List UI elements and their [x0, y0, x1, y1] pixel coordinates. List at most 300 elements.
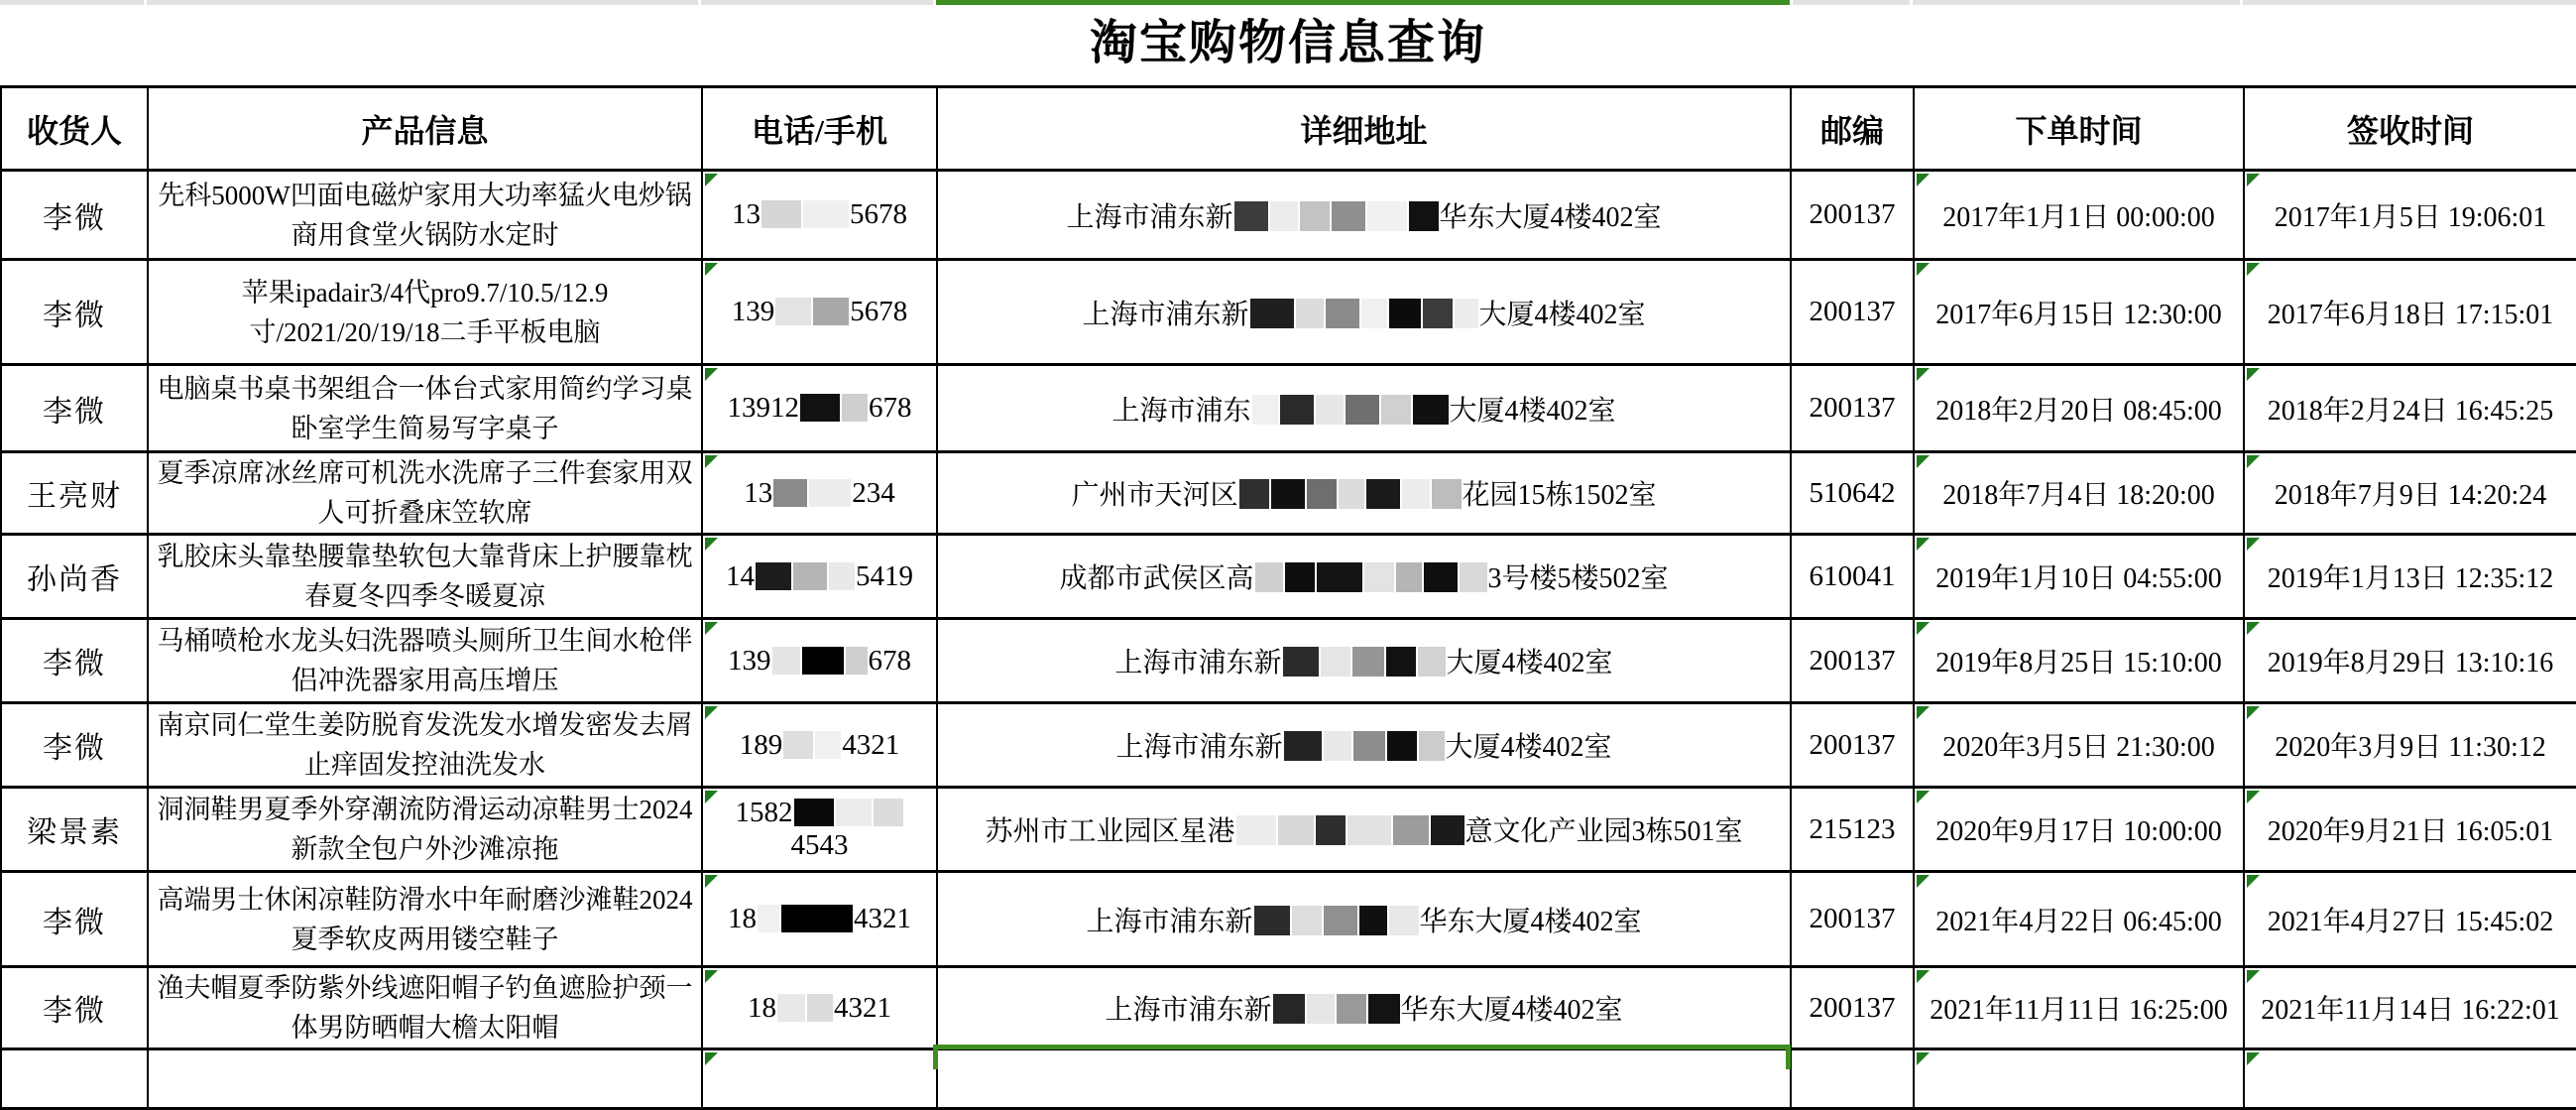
redaction-box: [1337, 994, 1366, 1024]
phone-cell[interactable]: [702, 788, 937, 872]
postcode-cell-text: 200137: [1809, 903, 1896, 934]
redaction-box: [1316, 815, 1346, 845]
error-flag-icon: [705, 174, 718, 186]
phone-cell[interactable]: [702, 1049, 937, 1109]
redaction-box: [1339, 479, 1364, 509]
error-flag-icon: [2247, 174, 2260, 186]
sign-time-cell[interactable]: [2244, 619, 2576, 703]
sign-time-cell[interactable]: [2244, 967, 2576, 1049]
sign-time-cell-text: 2019年1月13日 12:35:12: [2267, 563, 2554, 594]
recipient-cell-text: 孙尚香: [27, 563, 122, 596]
table-row-partial: [1, 1049, 2576, 1109]
redaction-box: [800, 394, 840, 422]
error-flag-icon: [1917, 174, 1930, 186]
product-cell[interactable]: [148, 365, 702, 452]
phone-cell[interactable]: [702, 619, 937, 703]
column-header-sign-time[interactable]: 签收时间: [2244, 87, 2576, 171]
error-flag-icon: [705, 455, 718, 468]
address-cell-visible-prefix: 上海市浦东新: [1086, 906, 1253, 937]
recipient-cell-text: 李微: [43, 995, 106, 1028]
redaction-box: [1413, 395, 1449, 425]
redaction-box: [1368, 994, 1400, 1024]
redaction-box: [1366, 479, 1400, 509]
page-title: 淘宝购物信息查询: [1089, 17, 1486, 69]
address-cell[interactable]: [937, 1049, 1791, 1109]
redaction-box: [1402, 479, 1430, 509]
recipient-cell[interactable]: [1, 365, 148, 452]
order-time-cell[interactable]: [1914, 452, 2244, 535]
order-time-cell[interactable]: [1914, 365, 2244, 452]
column-header-segment-selected[interactable]: [936, 0, 1790, 5]
order-time-cell-text: 2021年4月22日 06:45:00: [1935, 906, 2222, 937]
column-header-postcode[interactable]: 邮编: [1791, 87, 1914, 171]
product-cell-text: 马桶喷枪水龙头妇洗器喷头厕所卫生间水枪伴侣冲洗器家用高压增压: [157, 626, 693, 695]
sign-time-cell-text: 2018年2月24日 16:45:25: [2267, 395, 2554, 427]
order-time-cell-text: 2019年1月10日 04:55:00: [1935, 563, 2222, 594]
product-cell[interactable]: [148, 171, 702, 260]
sign-time-cell[interactable]: [2244, 788, 2576, 872]
redaction-box: [1361, 299, 1387, 328]
address-cell-visible-suffix: 大厦4楼402室: [1449, 395, 1616, 427]
postcode-cell-text: 610041: [1809, 559, 1896, 592]
postcode-cell[interactable]: [1791, 872, 1914, 967]
recipient-cell[interactable]: [1, 171, 148, 260]
postcode-cell-text: 200137: [1809, 392, 1896, 424]
address-cell[interactable]: [937, 171, 1791, 260]
column-header-segment[interactable]: [1913, 0, 2240, 5]
postcode-cell[interactable]: [1791, 967, 1914, 1049]
error-flag-icon: [2247, 538, 2260, 551]
sign-time-cell[interactable]: [2244, 1049, 2576, 1109]
product-cell-text: 夏季凉席冰丝席可机洗水洗席子三件套家用双人可折叠床笠软席: [157, 458, 693, 528]
redaction-box: [1283, 647, 1319, 677]
address-cell-visible-suffix: 华东大厦4楼402室: [1419, 906, 1642, 937]
product-cell-text: 电脑桌书桌书架组合一体台式家用简约学习桌卧室学生简易写字桌子: [157, 373, 693, 443]
table-row: [1, 452, 2576, 535]
redaction-box: [1324, 906, 1357, 935]
error-flag-icon: [1917, 368, 1930, 381]
error-flag-icon: [705, 1052, 718, 1065]
error-flag-icon: [705, 263, 718, 276]
redaction-box: [807, 994, 833, 1022]
redaction-box: [842, 394, 868, 422]
sign-time-cell[interactable]: [2244, 171, 2576, 260]
phone-cell-visible-suffix: 4321: [842, 728, 900, 761]
address-cell[interactable]: [937, 788, 1791, 872]
redaction-box: [1393, 815, 1429, 845]
error-flag-icon: [2247, 622, 2260, 635]
redaction-box: [1292, 906, 1322, 935]
postcode-cell-text: 200137: [1809, 991, 1896, 1024]
phone-cell-visible-prefix: 139: [728, 644, 771, 677]
redaction-box: [1236, 815, 1276, 845]
phone-cell-visible-prefix: 18: [748, 991, 776, 1024]
error-flag-icon: [705, 875, 718, 888]
sign-time-cell-text: 2021年11月14日 16:22:01: [2261, 995, 2560, 1026]
redaction-box: [846, 647, 868, 675]
table-row: [1, 365, 2576, 452]
product-cell-text: 苹果ipadair3/4代pro9.7/10.5/12.9寸/2021/20/19/18二手平板电脑: [241, 277, 609, 347]
error-flag-icon: [2247, 791, 2260, 803]
redaction-box: [1381, 395, 1411, 425]
order-time-cell[interactable]: [1914, 535, 2244, 619]
phone-cell-visible-suffix: 5419: [856, 559, 913, 592]
address-cell[interactable]: [937, 535, 1791, 619]
column-header-segment[interactable]: [1793, 0, 1910, 5]
product-cell[interactable]: [148, 1049, 702, 1109]
redaction-box: [775, 298, 811, 325]
recipient-cell[interactable]: [1, 452, 148, 535]
postcode-cell[interactable]: [1791, 1049, 1914, 1109]
phone-cell-visible-suffix: 4321: [834, 991, 891, 1024]
product-cell[interactable]: [148, 703, 702, 788]
postcode-cell[interactable]: [1791, 171, 1914, 260]
redaction-box: [1389, 906, 1419, 935]
redaction-box: [793, 562, 827, 590]
error-flag-icon: [705, 368, 718, 381]
column-header-product[interactable]: 产品信息: [148, 87, 702, 171]
sign-time-cell[interactable]: [2244, 535, 2576, 619]
phone-cell-visible-suffix: 234: [852, 476, 895, 509]
order-time-cell-text: 2018年7月4日 18:20:00: [1942, 480, 2215, 511]
order-time-cell-text: 2018年2月20日 08:45:00: [1935, 395, 2222, 427]
postcode-cell[interactable]: [1791, 788, 1914, 872]
redaction-box: [815, 731, 841, 759]
address-cell-visible-prefix: 上海市浦东新: [1114, 648, 1282, 678]
redaction-box: [1367, 201, 1407, 231]
sign-time-cell-text: 2017年6月18日 17:15:01: [2267, 299, 2554, 330]
error-flag-icon: [705, 970, 718, 983]
redaction-box: [794, 799, 834, 826]
redaction-box: [1255, 562, 1283, 592]
order-time-cell[interactable]: [1914, 171, 2244, 260]
redaction-box: [1455, 299, 1478, 328]
error-flag-icon: [1917, 706, 1930, 719]
address-cell-visible-prefix: 广州市天河区: [1071, 480, 1238, 511]
phone-cell[interactable]: [702, 365, 937, 452]
table-row: [1, 703, 2576, 788]
error-flag-icon: [1917, 538, 1930, 551]
address-cell-visible-suffix: 花园15栋1502室: [1462, 480, 1657, 511]
redaction-box: [1307, 479, 1337, 509]
postcode-cell-text: 200137: [1809, 644, 1896, 677]
redaction-box: [777, 994, 805, 1022]
redaction-box: [1346, 395, 1379, 425]
redaction-box: [836, 799, 872, 826]
phone-cell-visible-prefix: 139: [731, 296, 775, 327]
redaction-box: [1326, 299, 1359, 328]
redaction-box: [1418, 647, 1446, 677]
order-time-cell[interactable]: [1914, 872, 2244, 967]
redaction-box: [1307, 994, 1335, 1024]
redaction-box: [1300, 201, 1330, 231]
postcode-cell-text: 215123: [1809, 812, 1896, 845]
recipient-cell[interactable]: [1, 872, 148, 967]
postcode-cell[interactable]: [1791, 365, 1914, 452]
address-cell-visible-suffix: 华东大厦4楼402室: [1439, 201, 1662, 233]
phone-cell[interactable]: [702, 703, 937, 788]
redaction-box: [1252, 395, 1278, 425]
redaction-box: [1280, 395, 1314, 425]
order-time-cell[interactable]: [1914, 967, 2244, 1049]
redaction-box: [1332, 201, 1365, 231]
address-cell[interactable]: [937, 365, 1791, 452]
postcode-cell-text: 200137: [1809, 296, 1896, 327]
postcode-cell-text: 200137: [1809, 198, 1896, 230]
redaction-box: [1423, 299, 1453, 328]
redaction-box: [813, 298, 849, 325]
redaction-box: [1353, 731, 1385, 761]
recipient-cell-text: 李微: [43, 395, 106, 429]
redaction-box: [1396, 562, 1422, 592]
phone-cell[interactable]: [702, 452, 937, 535]
redaction-box: [1321, 647, 1350, 677]
order-time-cell-text: 2021年11月11日 16:25:00: [1930, 995, 2228, 1026]
product-cell[interactable]: [148, 452, 702, 535]
sign-time-cell-text: 2020年9月21日 16:05:01: [2267, 816, 2554, 847]
error-flag-icon: [705, 538, 718, 551]
sign-time-cell-text: 2017年1月5日 19:06:01: [2274, 201, 2547, 233]
recipient-cell-text: 王亮财: [27, 480, 122, 513]
recipient-cell[interactable]: [1, 1049, 148, 1109]
product-cell-text: 先科5000W凹面电磁炉家用大功率猛火电炒锅商用食堂火锅防水定时: [158, 180, 692, 250]
address-cell[interactable]: [937, 452, 1791, 535]
recipient-cell[interactable]: [1, 535, 148, 619]
error-flag-icon: [2247, 875, 2260, 888]
order-time-cell-text: 2020年3月5日 21:30:00: [1942, 732, 2215, 763]
redaction-box: [1364, 562, 1394, 592]
order-time-cell-text: 2020年9月17日 10:00:00: [1935, 816, 2222, 847]
address-cell-visible-suffix: 大厦4楼402室: [1446, 648, 1613, 678]
phone-cell-visible-suffix: 678: [868, 644, 911, 677]
address-cell-visible-suffix: 华东大厦4楼402室: [1400, 995, 1623, 1026]
recipient-cell-text: 李微: [43, 906, 106, 939]
redaction-box: [1386, 647, 1416, 677]
phone-cell-visible-suffix: 4543: [790, 829, 849, 861]
redaction-box: [803, 200, 849, 228]
address-cell[interactable]: [937, 260, 1791, 365]
recipient-cell-text: 李微: [43, 201, 106, 235]
address-cell[interactable]: [937, 872, 1791, 967]
product-cell[interactable]: [148, 872, 702, 967]
order-time-cell-text: 2019年8月25日 15:10:00: [1935, 648, 2222, 678]
column-header-order-time[interactable]: 下单时间: [1914, 87, 2244, 171]
redaction-box: [802, 647, 844, 675]
table-row: [1, 872, 2576, 967]
phone-cell-visible-suffix: 678: [869, 392, 912, 424]
redaction-box: [773, 479, 807, 507]
postcode-cell[interactable]: [1791, 619, 1914, 703]
postcode-cell[interactable]: [1791, 452, 1914, 535]
redaction-box: [1389, 299, 1421, 328]
phone-cell-visible-prefix: 1582: [735, 797, 793, 828]
phone-cell-visible-prefix: 18: [728, 903, 757, 934]
column-header-segment[interactable]: [701, 0, 933, 5]
sign-time-cell-text: 2020年3月9日 11:30:12: [2275, 732, 2546, 763]
error-flag-icon: [2247, 970, 2260, 983]
product-cell[interactable]: [148, 535, 702, 619]
recipient-cell[interactable]: [1, 788, 148, 872]
redaction-box: [1324, 731, 1351, 761]
order-time-cell-text: 2017年1月1日 00:00:00: [1942, 201, 2215, 233]
error-flag-icon: [705, 622, 718, 635]
redaction-box: [1387, 731, 1417, 761]
error-flag-icon: [1917, 622, 1930, 635]
error-flag-icon: [705, 791, 718, 803]
product-cell[interactable]: [148, 967, 702, 1049]
column-header-strip: [0, 0, 2576, 5]
redaction-box: [874, 799, 903, 826]
phone-cell[interactable]: [702, 872, 937, 967]
error-flag-icon: [1917, 970, 1930, 983]
redaction-box: [761, 200, 801, 228]
redaction-box: [1270, 201, 1298, 231]
redaction-box: [1424, 562, 1458, 592]
phone-cell[interactable]: [702, 967, 937, 1049]
order-time-cell-text: 2017年6月15日 12:30:00: [1935, 299, 2222, 330]
recipient-cell-text: 李微: [43, 732, 106, 765]
phone-cell-visible-suffix: 5678: [850, 198, 907, 230]
error-flag-icon: [2247, 706, 2260, 719]
column-header-segment[interactable]: [2243, 0, 2576, 5]
redaction-box: [758, 905, 779, 932]
recipient-cell[interactable]: [1, 703, 148, 788]
redaction-box: [1359, 906, 1387, 935]
sign-time-cell[interactable]: [2244, 872, 2576, 967]
phone-cell[interactable]: [702, 260, 937, 365]
redaction-box: [1271, 479, 1305, 509]
redaction-box: [1285, 562, 1315, 592]
postcode-cell[interactable]: [1791, 260, 1914, 365]
table-row: [1, 260, 2576, 365]
redaction-box: [756, 562, 791, 590]
error-flag-icon: [1917, 1052, 1930, 1065]
error-flag-icon: [1917, 791, 1930, 803]
order-time-cell[interactable]: [1914, 260, 2244, 365]
address-cell-visible-prefix: 苏州市工业园区星港: [985, 816, 1235, 847]
orders-table: [0, 85, 2576, 1110]
address-cell[interactable]: [937, 703, 1791, 788]
product-cell[interactable]: [148, 788, 702, 872]
phone-cell-visible-prefix: 189: [739, 728, 783, 761]
sign-time-cell[interactable]: [2244, 260, 2576, 365]
address-cell-visible-prefix: 成都市武侯区高: [1059, 563, 1254, 594]
redaction-box: [1419, 731, 1445, 761]
sign-time-cell[interactable]: [2244, 365, 2576, 452]
address-cell-visible-prefix: 上海市浦东新: [1115, 732, 1283, 763]
redaction-box: [809, 479, 851, 507]
column-header-recipient[interactable]: 收货人: [1, 87, 148, 171]
redaction-box: [1347, 815, 1391, 845]
error-flag-icon: [1917, 263, 1930, 276]
phone-cell-visible-suffix: 4321: [854, 903, 911, 934]
redaction-box: [1254, 906, 1290, 935]
postcode-cell-text: 510642: [1809, 476, 1896, 509]
product-cell-text: 洞洞鞋男夏季外穿潮流防滑运动凉鞋男士2024新款全包户外沙滩凉拖: [157, 795, 693, 864]
redaction-box: [1432, 479, 1462, 509]
order-time-cell[interactable]: [1914, 1049, 2244, 1109]
redaction-box: [1278, 815, 1314, 845]
table-row: [1, 788, 2576, 872]
address-cell-visible-prefix: 上海市浦东新: [1082, 299, 1249, 330]
address-cell-visible-suffix: 大厦4楼402室: [1445, 732, 1612, 763]
address-cell[interactable]: [937, 967, 1791, 1049]
phone-cell-visible-prefix: 13: [732, 198, 761, 230]
address-cell-visible-suffix: 意文化产业园3栋501室: [1464, 816, 1743, 847]
column-header-segment[interactable]: [0, 0, 144, 5]
product-cell-text: 南京同仁堂生姜防脱育发洗发水增发密发去屑止痒固发控油洗发水: [157, 710, 693, 780]
product-cell-text: 渔夫帽夏季防紫外线遮阳帽子钓鱼遮脸护颈一体男防晒帽大檐太阳帽: [157, 973, 693, 1043]
sign-time-cell-text: 2019年8月29日 13:10:16: [2267, 648, 2554, 678]
address-cell-visible-prefix: 上海市浦东新: [1066, 201, 1233, 233]
column-header-segment[interactable]: [147, 0, 698, 5]
table-row: [1, 619, 2576, 703]
sign-time-cell-text: 2021年4月27日 15:45:02: [2267, 906, 2554, 937]
product-cell[interactable]: [148, 619, 702, 703]
sign-time-cell-text: 2018年7月9日 14:20:24: [2274, 480, 2547, 511]
error-flag-icon: [2247, 263, 2260, 276]
redaction-box: [1460, 562, 1487, 592]
redaction-box: [772, 647, 800, 675]
address-cell-visible-prefix: 上海市浦东: [1112, 395, 1251, 427]
redaction-box: [781, 905, 853, 932]
redaction-box: [1284, 731, 1322, 761]
redaction-box: [783, 731, 813, 759]
address-cell[interactable]: [937, 619, 1791, 703]
recipient-cell-text: 李微: [43, 299, 106, 332]
order-time-cell[interactable]: [1914, 788, 2244, 872]
redaction-box: [1409, 201, 1439, 231]
column-header-phone[interactable]: 电话/手机: [702, 87, 937, 171]
error-flag-icon: [1917, 875, 1930, 888]
order-time-cell[interactable]: [1914, 619, 2244, 703]
redaction-box: [1273, 994, 1305, 1024]
sign-time-cell[interactable]: [2244, 703, 2576, 788]
sign-time-cell[interactable]: [2244, 452, 2576, 535]
error-flag-icon: [1917, 455, 1930, 468]
error-flag-icon: [705, 706, 718, 719]
recipient-cell[interactable]: [1, 619, 148, 703]
redaction-box: [829, 562, 855, 590]
redaction-box: [1296, 299, 1324, 328]
redaction-box: [1317, 562, 1362, 592]
postcode-cell[interactable]: [1791, 703, 1914, 788]
redaction-box: [1239, 479, 1269, 509]
recipient-cell[interactable]: [1, 260, 148, 365]
phone-cell-visible-prefix: 13912: [727, 392, 799, 424]
address-cell-visible-suffix: 3号楼5楼502室: [1487, 563, 1669, 594]
postcode-cell-text: 200137: [1809, 728, 1896, 761]
phone-cell[interactable]: [702, 535, 937, 619]
recipient-cell-text: 李微: [43, 648, 106, 680]
product-cell[interactable]: [148, 260, 702, 365]
recipient-cell[interactable]: [1, 967, 148, 1049]
redaction-box: [1250, 299, 1294, 328]
address-cell-visible-suffix: 大厦4楼402室: [1478, 299, 1646, 330]
column-header-address[interactable]: 详细地址: [937, 87, 1791, 171]
phone-cell-visible-prefix: 13: [744, 476, 773, 509]
phone-cell[interactable]: [702, 171, 937, 260]
table-row: [1, 535, 2576, 619]
order-time-cell[interactable]: [1914, 703, 2244, 788]
redaction-box: [1234, 201, 1268, 231]
table-row: [1, 171, 2576, 260]
product-cell-text: 乳胶床头靠垫腰靠垫软包大靠背床上护腰靠枕春夏冬四季冬暖夏凉: [157, 542, 693, 611]
phone-cell-visible-prefix: 14: [726, 559, 755, 592]
postcode-cell[interactable]: [1791, 535, 1914, 619]
error-flag-icon: [2247, 368, 2260, 381]
table-body: [1, 171, 2576, 1109]
